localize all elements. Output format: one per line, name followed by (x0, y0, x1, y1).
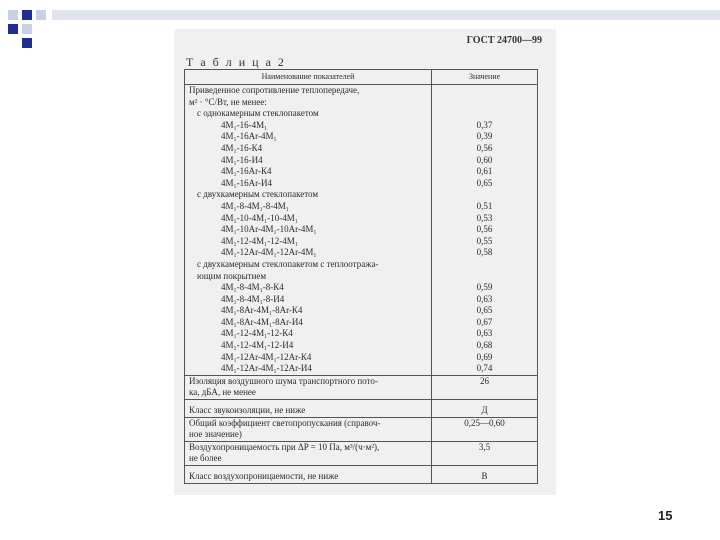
item-value: 0,67 (476, 316, 493, 327)
table-row (185, 400, 538, 418)
item-value: 0,63 (476, 293, 493, 304)
item-label: 4М₁-12-4М₁-12-И4 (221, 340, 294, 351)
item-label: 4М₁-12Ar-4М₁-12Ar-К4 (221, 351, 312, 362)
table-row (185, 85, 538, 376)
row-value: 3,5 (432, 441, 538, 465)
row-label: Класс звукоизоляции, не ниже (189, 405, 306, 416)
deco-square (22, 24, 32, 34)
item-label: 4М₁-16-И4 (221, 154, 263, 165)
item-label: 4М₁-12Ar-4М₁-12Ar-И4 (221, 363, 312, 374)
header-value: Значение (432, 70, 538, 85)
row-value: Д (481, 405, 488, 416)
table-row (185, 417, 538, 441)
row-value: 26 (432, 375, 538, 399)
row-label: ное значение) (189, 429, 242, 440)
item-value: 0,55 (476, 235, 493, 246)
item-value: 0,37 (476, 119, 493, 130)
group-title: ющим покрытием (197, 270, 267, 281)
table-row (185, 441, 538, 465)
row-label: не более (189, 453, 222, 464)
page-number: 15 (658, 508, 673, 523)
deco-square (8, 24, 18, 34)
group-title: с двухкамерным стеклопакетом с теплоотража- (197, 258, 379, 269)
deco-square (36, 10, 46, 20)
item-label: 4М₁-8-4М₁-8-К4 (221, 282, 284, 293)
item-value: 0,58 (476, 247, 493, 258)
item-label: 4М₁-8Ar-4М₁-8Ar-И4 (221, 316, 303, 327)
item-label: 4М₁-16-К4 (221, 142, 263, 153)
item-label: 4М₁-16Ar-И4 (221, 177, 272, 188)
header-name: Наименование показателей (185, 70, 432, 85)
item-value: 0,39 (476, 131, 493, 142)
scanned-document (174, 29, 556, 495)
item-label: 4М₁-16Ar-К4 (221, 166, 272, 177)
item-label: 4М₁-12Ar-4М₁-12Ar-4М₁ (221, 247, 317, 258)
item-label: 4М₁-16Ar-4М₁ (221, 131, 277, 142)
document-code: ГОСТ 24700—99 (466, 35, 542, 46)
item-label: 4М₁-10-4М₁-10-4М₁ (221, 212, 298, 223)
item-value: 0,65 (476, 305, 493, 316)
item-label: 4М₁-16-4М₁ (221, 119, 268, 130)
item-label: 4М₁-12-4М₁-12-К4 (221, 328, 293, 339)
deco-square (22, 10, 32, 20)
item-value: 0,61 (476, 166, 493, 177)
section-title: Приведенное сопротивление теплопередаче, (189, 85, 360, 95)
table-header-row (185, 70, 538, 85)
item-value: 0,68 (476, 340, 493, 351)
item-value: 0,69 (476, 351, 493, 362)
row-label: Изоляция воздушного шума транспортного пото- (189, 375, 378, 386)
row-label: Класс воздухопроницаемости, не ниже (189, 471, 339, 481)
deco-square (8, 10, 18, 20)
item-label: 4М₁-12-4М₁-12-4М₁ (221, 235, 298, 246)
item-value: 0,59 (476, 282, 493, 293)
table-label: Т а б л и ц а 2 (186, 55, 286, 69)
item-label: 4М₁-10Ar-4М₁-10Ar-4М₁ (221, 224, 317, 235)
item-label: 4М₁-8Ar-4М₁-8Ar-К4 (221, 305, 303, 316)
row-label: Воздухопроницаемость при ΔP = 10 Па, м³/(ч·м²), (189, 441, 380, 452)
row-label: Общий коэффициент светопропускания (справоч- (189, 417, 381, 428)
row-value: В (481, 471, 488, 481)
item-value: 0,60 (476, 154, 493, 165)
resistance-values (432, 85, 538, 376)
item-value: 0,53 (476, 212, 493, 223)
item-value: 0,56 (476, 142, 493, 153)
deco-square (22, 38, 32, 48)
group-title: с однокамерным стеклопакетом (197, 108, 319, 119)
row-label: ка, дБА, не менее (189, 387, 256, 398)
resistance-names (185, 85, 432, 376)
table-row (185, 375, 538, 399)
item-value: 0,74 (476, 363, 493, 374)
table-row (185, 466, 538, 484)
item-value: 0,51 (476, 200, 493, 211)
item-label: 4М₁-8-4М₁-8-4М₁ (221, 200, 289, 211)
item-value: 0,56 (476, 224, 493, 235)
header-bar (52, 10, 720, 20)
item-label: 4М₁-8-4М₁-8-И4 (221, 293, 285, 304)
group-title: с двухкамерным стеклопакетом (197, 189, 319, 200)
item-value: 0,63 (476, 328, 493, 339)
section-title: м² · °С/Вт, не менее: (189, 96, 267, 107)
item-value: 0,65 (476, 177, 493, 188)
row-value: 0,25—0,60 (432, 417, 538, 441)
properties-table (184, 69, 538, 484)
